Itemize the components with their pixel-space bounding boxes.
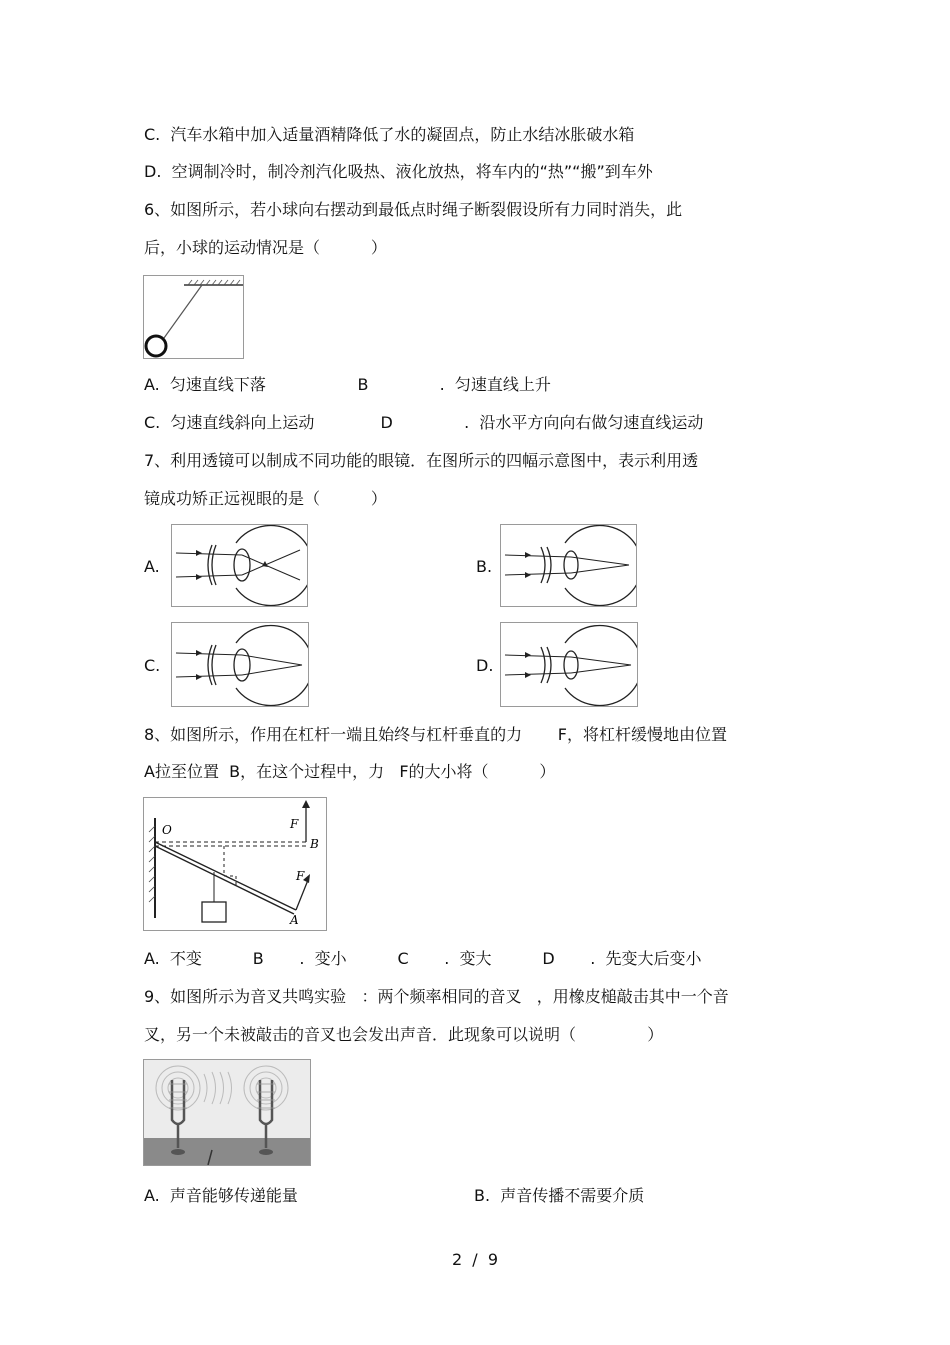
q8-label-a: A	[290, 913, 299, 927]
q7-option-c-eye-diagram	[171, 622, 309, 707]
q7-option-a-eye-diagram	[171, 524, 308, 607]
q8-label-f-bottom: F	[296, 869, 305, 883]
q7-option-b-eye-diagram	[500, 524, 637, 607]
q7-stem-line1: 7、利用透镜可以制成不同功能的眼镜．在图所示的四幅示意图中，表示利用透	[144, 451, 699, 470]
q7-option-d-eye-diagram	[500, 622, 638, 707]
q6-pendulum-figure	[143, 275, 244, 359]
q7-stem-line2: 镜成功矫正远视眼的是（ ）	[144, 489, 387, 508]
page-number: 2 / 9	[451, 1250, 499, 1269]
q8-options: A. 不变 B . 变小 C . 变大 D . 先变大后变小	[144, 949, 702, 968]
q8-label-f-top: F	[290, 817, 299, 831]
q6-stem-line1: 6、如图所示，若小球向右摆动到最低点时绳子断裂假设所有力同时消失，此	[144, 200, 683, 219]
q6-stem-line2: 后，小球的运动情况是（ ）	[144, 238, 387, 257]
q8-label-o: O	[162, 823, 172, 837]
q6-options-ab: A. 匀速直线下落 B . 匀速直线上升	[144, 375, 551, 394]
q7-option-d-label: D.	[476, 656, 494, 675]
q9-tuning-fork-photo	[143, 1059, 311, 1166]
q7-option-b-label: B.	[476, 557, 493, 576]
q9-stem-line2: 叉，另一个未被敲击的音叉也会发出声音．此现象可以说明（ ）	[144, 1025, 664, 1044]
q8-stem-line1: 8、如图所示，作用在杠杆一端且始终与杠杆垂直的力 F，将杠杆缓慢地由位置	[144, 725, 727, 744]
q7-option-c-label: C.	[144, 656, 161, 675]
q5-option-c: C. 汽车水箱中加入适量酒精降低了水的凝固点，防止水结冰胀破水箱	[144, 125, 635, 144]
q8-label-b: B	[310, 837, 319, 851]
q9-option-b: B. 声音传播不需要介质	[474, 1186, 645, 1205]
q8-stem-line2: A拉至位置 B，在这个过程中，力 F的大小将（ ）	[144, 762, 556, 781]
q5-option-d: D. 空调制冷时，制冷剂汽化吸热、液化放热，将车内的“热”“搬”到车外	[144, 162, 653, 181]
q7-option-a-label: A.	[144, 557, 160, 576]
q8-lever-figure	[143, 797, 327, 931]
q6-options-cd: C. 匀速直线斜向上运动 D . 沿水平方向向右做匀速直线运动	[144, 413, 704, 432]
q9-stem-line1: 9、如图所示为音叉共鸣实验 ：两个频率相同的音叉 ，用橡皮槌敲击其中一个音	[144, 987, 729, 1006]
q9-option-a: A. 声音能够传递能量	[144, 1186, 298, 1205]
